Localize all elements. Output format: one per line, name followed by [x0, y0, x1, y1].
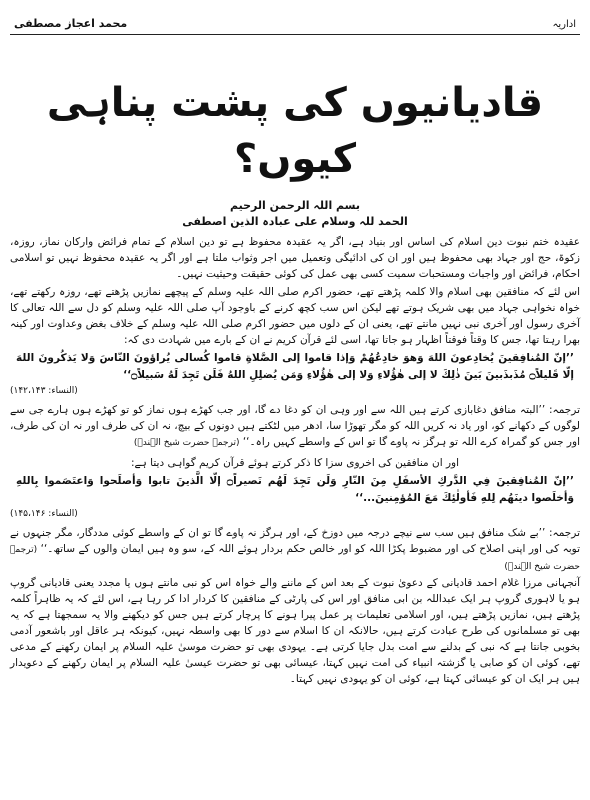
translation-1-credit: (ترجمہ حضرت شیخ الہندؒ)	[133, 438, 240, 448]
verse-reference-1: (النساء: ۱۴۲،۱۴۳)	[10, 386, 78, 396]
article-title: قادیانیوں کی پشت پناہی کیوں؟	[46, 80, 544, 182]
paragraph-2: اس لئے کہ منافقین بھی اسلام والا کلمہ پڑھتے تھے، حضور اکرم صلی اللہ علیہ وسلم کے پیچھے نمازیں پڑھتے تھے، روزہ رکھتے تھے، خواہ نخواہی جہاد میں بھی شریک ہوتے تھے لیکن اس سب کچھ کرنے کے باوجود آپ صلی اللہ علیہ وسلم کو دل سے اللہ تعالی کا آخری رسول اور آخری نبی نہیں مانتے تھے، یعنی ان کے دلوں میں حضور اکرم صلی اللہ علیہ وسلم کے خلاف بغض وعداوت اور کینہ بھرا رہتا تھا، جس کا وقتاً فوقتاً اظہار ہو جاتا تھا، اسی لئے قرآن کریم نے ان کے بارے میں شہادت دی کہ:	[10, 286, 580, 346]
hamd-line: الحمد للہ وسلام علی عبادہ الذین اصطفی	[182, 215, 408, 228]
author-name: محمد اعجاز مصطفی	[14, 17, 128, 30]
intro-line: اور ان منافقین کی اخروی سزا کا ذکر کرتے ہوئے قرآن کریم گواہی دیتا ہے:	[130, 457, 460, 469]
closing-paragraph: آنجہانی مرزا غلام احمد قادیانی کے دعویٰ نبوت کے بعد اس کے ماننے والے خواہ اس کو نبی مانتے ہوں یا مجدد یعنی قادیانی گروپ ہو یا لاہوری گروپ ہر ایک عبداللہ بن ابی منافق اور اس کی پارٹی کے منافقین کا کردار ادا کر رہا ہے، اس لئے کہ یہ ظاہراً کلمہ پڑھتے ہیں، نمازیں پڑھتے ہیں، اور اسلامی تعلیمات پر عمل پیرا ہونے کا پرچار کرتے ہیں جس کو دیکھنے والا یہ سمجھتا ہے کہ یہ بھی تو مسلمانوں کی طرح عبادت کرتے ہیں، حالانکہ ان کا اسلام سے دور کا بھی واسطہ نہیں، کیونکہ ہر عاقل اور باشعور آدمی بخوبی جانتا ہے کہ نبی کے بدلنے سے امت بدل جایا کرتی ہے۔ یہودی بھی تو حضرت موسیٰ علیہ السلام پر ایمان رکھنے کے مدعی تھے، کوئی ان کو صابی یا گزشتہ انبیاء کی امت نہیں کہتا، عیسائی بھی تو حضرت عیسیٰ علیہ السلام پر ایمان رکھنے کے دعویدار ہیں ہر ایک ان کو عیسائی کہتا ہے، کوئی ان کو یہودی نہیں کہتا۔	[10, 577, 580, 685]
translation-2-credit: (ترجمہ حضرت شیخ الہندؒ)	[10, 545, 580, 572]
section-label: اداریہ	[552, 19, 576, 30]
bismillah: بسم اللہ الرحمن الرحیم	[229, 199, 360, 212]
quran-verse-2: ’’إنّ المُنافِقينَ فِي الدَّركِ الأسفَلِ مِنَ النّارِ وَلَن تَجِدَ لَهُم نَصيراً۝ إلّا الَّذينَ تابوا وَأصلَحوا وَاعتَصَموا بِاللهِ وَأخلَصوا دينَهُم لِلهِ فَأولٰئِكَ مَعَ المُؤمِنينَ...‘‘	[16, 475, 574, 504]
verse-reference-2: (النساء: ۱۴۵،۱۴۶)	[10, 509, 78, 519]
translation-2-text: ترجمہ: ’’بے شک منافق ہیں سب سے نیچے درجہ میں دوزخ کے، اور ہرگز نہ پاوے گا تو ان کے واسطے کوئی مددگار، مگر جنہوں نے توبہ کی اور اپنی اصلاح کی اور مضبوط پکڑا اللہ کو اور خالص حکم بردار ہوئے اللہ کے، سو وہ ہیں ایمان والوں کے ساتھ۔‘‘	[10, 527, 580, 555]
paragraph-1: عقیدہ ختم نبوت دین اسلام کی اساس اور بنیاد ہے، اگر یہ عقیدہ محفوظ ہے تو دین اسلام کے تمام فرائض وارکان نماز، روزہ، زکوۃ، حج اور جہاد بھی محفوظ ہیں اور ان کی ادائیگی وتعمیل میں اجر وثواب ملتا ہے اور اگر یہ عقیدہ محفوظ نہیں تو اسلامی احکام، فرائض اور واجبات ومستحبات سمیت کسی بھی عمل کی کوئی حقیقت وحیثیت نہیں۔	[10, 236, 580, 280]
translation-1-text: ترجمہ: ’’البتہ منافق دغابازی کرتے ہیں اللہ سے اور وہی ان کو دغا دے گا، اور جب کھڑے ہوں نماز کو تو کھڑے ہوں ہارے جی سے لوگوں کے دکھانے کو، اور یاد نہ کریں اللہ کو مگر تھوڑا سا، ادھر میں لٹکتے ہیں دونوں کے بیچ، نہ ان کی طرف اور نہ ان کی طرف، اور جس کو گمراہ کرے اللہ تو ہرگز نہ پاوے گا تو اس کے واسطے کہیں راہ۔‘‘	[10, 404, 580, 448]
translation-1	[10, 402, 580, 451]
page-header	[10, 0, 580, 35]
quran-verse-1: ’’إنّ المُنافِقينَ يُخادِعونَ اللهَ وَهوَ خادِعُهُمْ وَإذا قاموا إلى الصَّلاةِ قاموا كُسالى يُراؤونَ النّاسَ وَلا يَذكُرونَ اللهَ إلّا قَليلاً۝ مُذَبذَبينَ بَينَ ذٰلِكَ لا إلى هٰؤُلاءِ وَلا إلى هٰؤُلاءِ وَمَن يُضلِلِ اللهُ فَلَن تَجِدَ لَهُ سَبيلاً۝‘‘	[16, 352, 574, 381]
translation-2	[10, 525, 580, 575]
